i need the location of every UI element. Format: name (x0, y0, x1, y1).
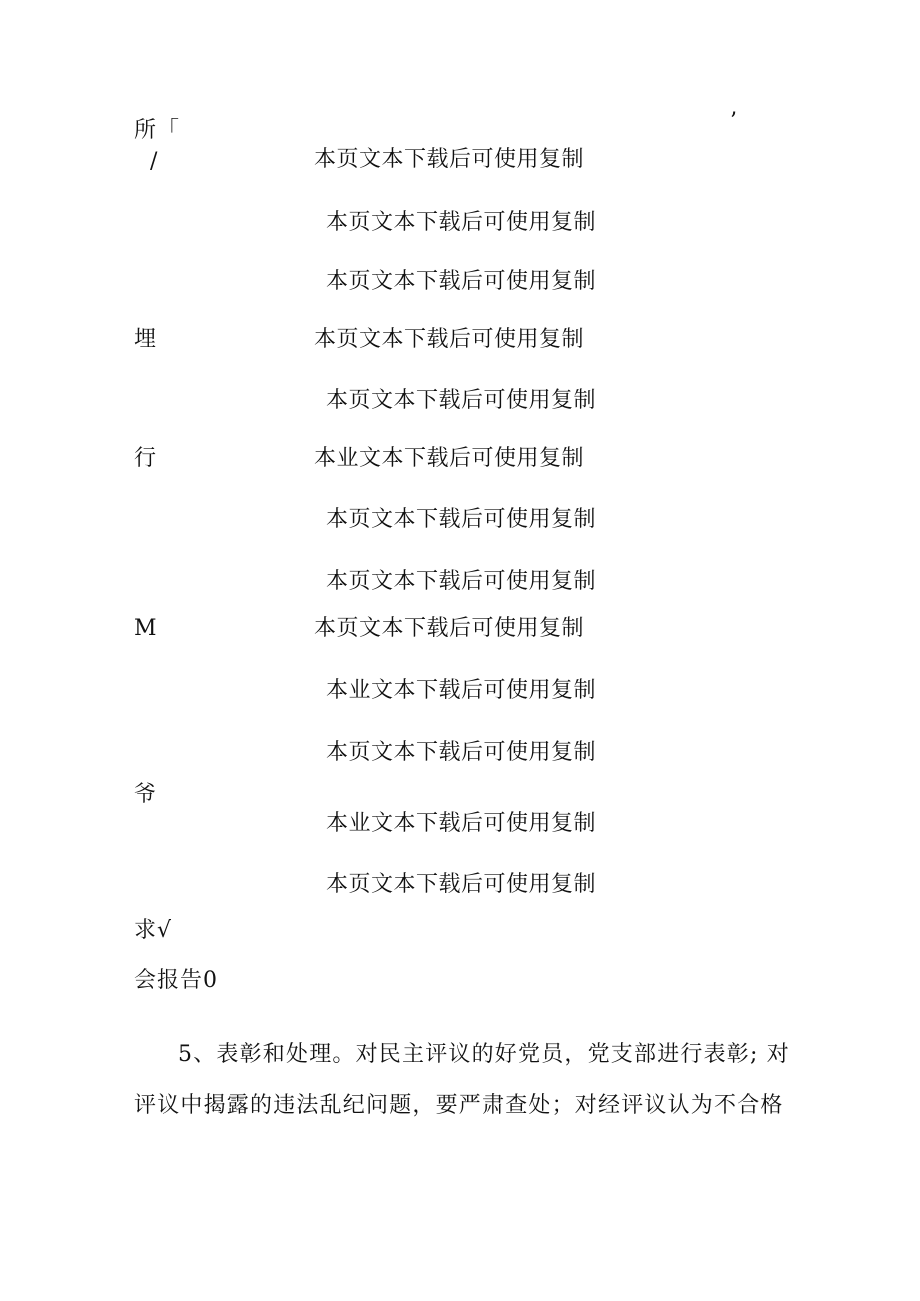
left-fragment-slash: / (150, 149, 159, 174)
left-fragment-xing: 行 (134, 446, 158, 471)
watermark-line: 本页文本下载后可使用复制 (326, 569, 597, 594)
watermark-line: 本页文本下载后可使用复制 (314, 147, 585, 172)
left-fragment-suo: 所「 (134, 118, 181, 143)
left-fragment-report: 会报告0 (134, 968, 218, 993)
left-fragment-li: 埋 (134, 327, 158, 352)
watermark-line: 本页文本下载后可使用复制 (314, 327, 585, 352)
watermark-line: 本页文本下载后可使用复制 (326, 269, 597, 294)
paragraph-line-1: 5、表彰和处理。对民主评议的好党员，党支部进行表彰; 对 (178, 1042, 791, 1067)
watermark-line: 本业文本下载后可使用复制 (326, 678, 597, 703)
top-right-mark: ’ (730, 109, 738, 134)
watermark-line: 本页文本下载后可使用复制 (326, 507, 597, 532)
watermark-line: 本页文本下载后可使用复制 (326, 740, 597, 765)
watermark-line: 本业文本下载后可使用复制 (326, 811, 597, 836)
watermark-line: 本业文本下载后可使用复制 (314, 446, 585, 471)
watermark-line: 本页文本下载后可使用复制 (326, 210, 597, 235)
left-fragment-qiu: 求√ (134, 918, 173, 943)
watermark-line: 本页文本下载后可使用复制 (326, 872, 597, 897)
left-fragment-m: M (134, 616, 158, 641)
paragraph-line-2: 评议中揭露的违法乱纪问题，要严肃查处；对经评议认为不合格 (134, 1093, 784, 1118)
watermark-line: 本页文本下载后可使用复制 (314, 616, 585, 641)
left-fragment-ye: 爷 (134, 782, 158, 807)
watermark-line: 本页文本下载后可使用复制 (326, 388, 597, 413)
